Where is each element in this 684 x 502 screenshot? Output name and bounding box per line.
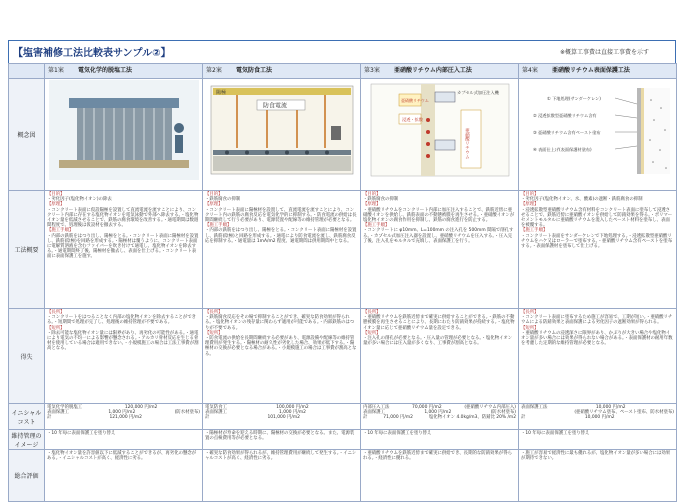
- row-label-merits: 得失: [9, 309, 45, 404]
- column-header-row: [9, 64, 677, 79]
- sheet-header: [8, 40, 676, 64]
- anode-label: 陽極: [215, 90, 226, 96]
- evaluation-cell-4: ・施工が容易で経済性に最も優れるが、塩化物イオン量が多い場合には効果が期待できない。: [519, 450, 677, 502]
- outline-row: [9, 191, 677, 309]
- capsule-label: カプセル式加圧注入機: [456, 90, 499, 95]
- cathodic-protection-diagram: [207, 80, 357, 180]
- injection-diagram: [365, 80, 515, 180]
- row-label-evaluation: 総合評価: [9, 450, 45, 502]
- outline-cell-4: 【目的】 ・劣化因子(塩化物イオン、水、酸素)の遮断・鉄筋腐食の抑制 【原理】 ・浸透拡散型亜硝酸リチウム含有材料をコンクリート表面に塗布して浸透させることで、鉄筋近傍に亜硝酸イオンを供給して防錆効果を得る。・ポリマーセメントモルタルに亜硝酸リチウムを混入したペースト材料を塗布し、表面を被覆する。 【施工手順】 ・コンクリート表面をサンダーケレンで下地処理する。・浸透拡散型亜硝酸リチウムをハケ又はローラーで塗布する。・亜硝酸リチウム含有ペーストを塗布する。・表面保護材を塗布して仕上げる。: [519, 191, 677, 309]
- column-header-1: 第1案 電気化学的脱塩工法: [45, 64, 203, 79]
- surface-layer-diagram: [523, 80, 673, 180]
- outline-cell-2: 【目的】 ・鉄筋腐食の抑制 【原理】 ・コンクリート表面に陽極材を設置して、直流電流を流すことにより、コンクリート内の鉄筋の腐食反応を電気化学的に抑制する。・防食電流の供給は長期間継続して行う必要があり、電源装置や配線等の維持管理が必要となる。 【施工手順】 ・内部の鉄筋をはつり出し、陽極をとる。・コンクリート表面に陽極材を設置し、鉄筋(陰極)と回路を形成する。・通電により防食電流を流し、鉄筋腐食反応を抑制する。・通電量は 1mA/m2 程度、通電期間は供用期間中となる。: [203, 191, 361, 309]
- row-label-cost: イニシャルコスト: [9, 404, 45, 430]
- column-header-4: 第4案 亜硝酸リチウム表面保護工法: [519, 64, 677, 79]
- layer-label-4: ④ 表面仕上げ(表面保護材塗布): [532, 147, 592, 152]
- diffuse-label: 浸透・拡散: [401, 117, 423, 122]
- diagram-row: [9, 79, 677, 191]
- left-label: 亜硝酸リチウム: [464, 128, 469, 159]
- outline-cell-1: 【目的】 ・劣化因子(塩化物イオン)の除去 【原理】 ・コンクリート表面に仮設陽極を設置して直流電流を流すことにより、コンクリート内部に存在する塩化物イオンを電気泳動で外部へ除去する。・塩化物イオン量を低減させることで、鉄筋の腐食環境を改善する。・通電期間は数週間程度で、処理後は仮設材を撤去する。 【施工手順】 ・内部の鉄筋をはつり出し、陽極をとる。・コンクリート表面に陽極材を設置し、鉄筋(陰極)を回路を形成する。・陽極材は覆うように、コンクリート表面に電解質溶液を含むファイバーを吹き付けて通電し、塩化物イオンを除去する。・通電期間終了後、陽極材を撤去し、表面を仕上げる。・コンクリート表面に表面保護工を施す。: [45, 191, 203, 309]
- evaluation-row: [9, 450, 677, 502]
- diagram-desalination: [45, 79, 203, 191]
- cost-note: ※概算工事費は直接工事費を示す: [559, 49, 649, 56]
- maintenance-cell-3: ・10 年毎に表面保護工を塗り替え: [361, 430, 519, 450]
- current-label: 防食電流: [262, 102, 287, 110]
- maintenance-cell-2: ・陽極材が寿命を迎える時期に、陽極材の交換が必要となる。また、電源装置の点検費用等が必要となる。: [203, 430, 361, 450]
- comparison-table: [8, 63, 677, 502]
- diagram-cathodic: [203, 79, 361, 191]
- cost-cell-2: 電気防食工 100,000 円/m2 表面保護工 1,000 円/m2 計 101,000 円/m2: [203, 404, 361, 430]
- cost-cell-3: 内部圧入工法 70,000 円/m2 (亜硝酸リチウム内部圧入) 表面保護工 1,000 円/m2 (防水材塗布) 計 71,000 円/m2 塩化物イオン 4.0kg/m3、防錆比 20% /m2: [361, 404, 519, 430]
- evaluation-cell-2: ・確実な防食効果が得られるが、維持管理費用が継続して発生する。・イニシャルコストが高く、経済性に劣る。: [203, 450, 361, 502]
- evaluation-cell-3: ・亜硝酸リチウムを鉄筋近傍まで確実に供給でき、長期的な防錆効果が得られる。・経済性に優れる。: [361, 450, 519, 502]
- column-header-2: 第2案 電気防食工法: [203, 64, 361, 79]
- cost-row: [9, 404, 677, 430]
- desalination-photo: [49, 80, 199, 180]
- merits-cell-1: 【長所】 ・コンクリートをはつることなく内部の塩化物イオンを除去することができる。・短期間で処理が完了し、処理後の維持管理が不要である。 【短所】 ・除去可能な塩化物イオン量には限界があり、再劣化の可能性がある。・通電により電気の不均一による影響が懸念される。・アルカリ骨材反応を生じる骨材を使用している場合は適用できない。・小規模施工の場合は工法工事費が割高となる。: [45, 309, 203, 404]
- maintenance-cell-4: ・10 年毎に表面保護工を塗り替え: [519, 430, 677, 450]
- layer-label-3: ③ 亜硝酸リチウム含有ペースト塗布: [532, 130, 601, 135]
- layer-label-1: ① 下地処理(サンダーケレン): [546, 96, 601, 101]
- sheet-title: 【塩害補修工法比較表サンプル②】: [13, 48, 171, 59]
- diagram-surface: [519, 79, 677, 191]
- evaluation-cell-1: ・塩化物イオン量を許容値以下に低減することができるが、再劣化の懸念がある。・イニシャルコストが高く、経済性に劣る。: [45, 450, 203, 502]
- cost-cell-1: 電気化学的脱塩工 120,000 円/m2 表面保護工 1,000 円/m2 (防水材塗布) 計 121,000 円/m2: [45, 404, 203, 430]
- merits-cell-3: 【長所】 ・亜硝酸リチウムを鉄筋近傍まで確実に供給することができる。・鉄筋の不動態被膜を再生させることにより、長期にわたり防錆効果が持続する。・塩化物イオン量に応じて亜硝酸リチウム量を設定できる。 【短所】 ・注入孔の削孔が必要となる。・圧入量の管理が必要となる。・塩化物イオン量が多い場合には圧入量が多くなり、工事費が割高となる。: [361, 309, 519, 404]
- inner-label: 亜硝酸リチウム: [400, 98, 429, 103]
- row-label-diagram: 概念図: [9, 79, 45, 191]
- row-label-maintenance: 維持管理のイメージ: [9, 430, 45, 450]
- corner-cell: [9, 64, 45, 79]
- maintenance-row: [9, 430, 677, 450]
- merits-row: [9, 309, 677, 404]
- outline-cell-3: 【目的】 ・鉄筋腐食の抑制 【原理】 ・亜硝酸リチウムをコンクリート内部に加圧注入することで、鉄筋近傍に亜硝酸イオンを供給し、鉄筋表面の不動態被膜を再生させる。・亜硝酸イオンが塩化物イオンの腐食作用を抑制し、鉄筋の腐食進行を防止する。 【施工手順】 ・コンクリートに φ10mm、L=100mm の注入孔を 500mm 間隔で削孔する。・カプセル式加圧注入器を設置し、亜硝酸リチウムを圧入する。・圧入完了後、注入孔をモルタルで充填し、表面保護工を行う。: [361, 191, 519, 309]
- merits-cell-2: 【長所】 ・鉄筋腐食反応をその場で抑制することができ、確実な防食効果が得られる。・塩化物イオンの残存量に関わらず適用が可能である。・内部鉄筋のはつりが不要である。 【短所】 ・防食電流の供給を長期間継続する必要があり、電源設備や配線等の維持管理費用が発生する。・陽極材の耐久性が劣化した場合、効果が低下する。・陽極材の交換が必要となる場合がある。・小規模施工の場合は工事費が割高となる。: [203, 309, 361, 404]
- layer-label-2: ② 浸透拡散型亜硝酸リチウム含有: [532, 113, 597, 118]
- merits-cell-4: 【長所】 ・コンクリート表面に塗布するため施工が容易で、工期が短い。・亜硝酸リチウムによる防錆効果と表面保護による劣化因子の遮断効果が得られる。 【短所】 ・亜硝酸リチウムの浸透深さに限界があり、かぶりが大きい場合や塩化物イオン量が多い場合には効果が得られない場合がある。・表面保護材の耐用年数を考慮した定期的な維持管理が必要となる。: [519, 309, 677, 404]
- row-label-outline: 工法概要: [9, 191, 45, 309]
- maintenance-cell-1: ・10 年毎に表面保護工を塗り替え: [45, 430, 203, 450]
- cost-cell-4: 表面保護工法 10,000 円/m2 (亜硝酸リチウム塗布、ペースト塗布、防水材塗布) 計 10,000 円/m2: [519, 404, 677, 430]
- diagram-injection: [361, 79, 519, 191]
- column-header-3: 第3案 亜硝酸リチウム内部圧入工法: [361, 64, 519, 79]
